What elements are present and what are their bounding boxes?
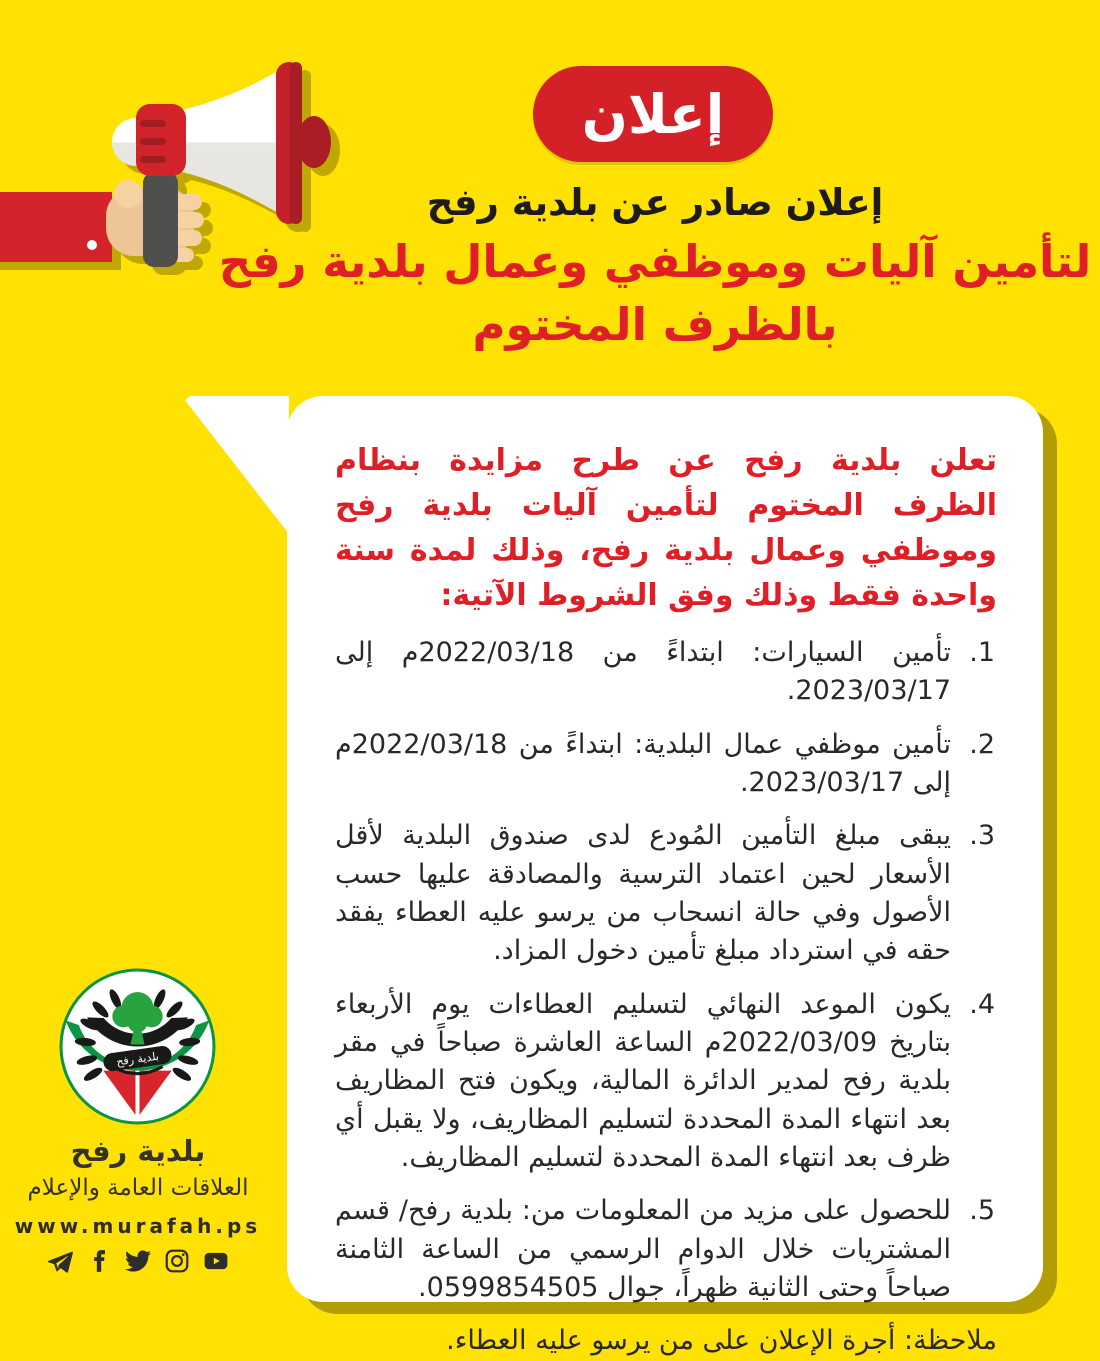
list-item-5 (335, 1192, 997, 1307)
telegram-icon (47, 1248, 73, 1274)
footer-block (0, 1134, 276, 1274)
item-number: 1. (969, 637, 995, 668)
item-text: يبقى مبلغ التأمين المُودع لدى صندوق البلدية لأقل الأسعار لحين اعتماد الترسية والمصادقة عليها حسب الأصول وفي حالة انسحاب من يرسو عليه العطاء يفقد حقه في استرداد مبلغ تأمين دخول المزاد. (335, 820, 951, 967)
list-item-1 (335, 634, 997, 711)
item-text: للحصول على مزيد من المعلومات من: بلدية رفح/ قسم المشتريات خلال الدوام الرسمي من الساعة الثامنة صباحاً وحتى الثانية ظهراً، جوال 0599854505. (335, 1195, 951, 1303)
website-url: www.murafah.ps (14, 1214, 262, 1239)
intro-paragraph: تعلن بلدية رفح عن طرح مزايدة بنظام الظرف المختوم لتأمين آليات بلدية رفح وموظفي وعمال بلدية رفح، وذلك لمدة سنة واحدة فقط وذلك وفق الشروط الآتية: (335, 443, 997, 613)
instagram-icon (164, 1248, 190, 1274)
logo-banner-text: بلدية رفح (115, 1049, 160, 1069)
card-tail (185, 396, 289, 534)
social-icons-row (0, 1248, 276, 1274)
item-text: يكون الموعد النهائي لتسليم العطاءات يوم الأربعاء بتاريخ 2022/03/09م الساعة العاشرة صباحاً في مقر بلدية رفح لمدير الدائرة المالية، ويكون فتح المظاريف بعد انتهاء المدة المحددة لتسليم المظاريف، ولا يقبل أي ظرف بعد انتهاء المدة المحددة لتسليم المظاريف. (335, 988, 951, 1173)
badge-label: إعلان (581, 82, 725, 146)
header-title-2: بالظرف المختوم (472, 297, 838, 351)
list-item-2 (335, 726, 997, 803)
item-number: 3. (969, 820, 995, 852)
item-number: 2. (969, 728, 995, 760)
note-text: ملاحظة: أجرة الإعلان على من يرسو عليه العطاء. (446, 1325, 997, 1357)
header-subtitle: إعلان صادر عن بلدية رفح (426, 181, 884, 224)
item-text: تأمين موظفي عمال البلدية: ابتداءً من 2022/03/18م إلى 2023/03/17. (335, 728, 951, 798)
twitter-icon (125, 1248, 151, 1274)
list-item-4 (335, 986, 997, 1178)
header-title: لتأمين آليات وموظفي وعمال بلدية رفح (218, 235, 1092, 289)
item-number: 4. (969, 988, 995, 1020)
card-body (287, 396, 1043, 1357)
youtube-icon (203, 1248, 229, 1274)
facebook-icon (86, 1248, 112, 1274)
logo-dept-name: العلاقات العامة والإعلام (27, 1174, 249, 1201)
logo-org-name: بلدية رفح (70, 1134, 206, 1168)
item-text: تأمين السيارات: ابتداءً من 2022/03/18م إلى 2023/03/17. (335, 637, 951, 707)
municipality-logo (57, 966, 218, 1127)
list-item-3 (335, 817, 997, 970)
poster-header (210, 180, 1100, 359)
sleeve-shape (0, 192, 112, 262)
announcement-card (185, 396, 1043, 1357)
announcement-badge (533, 66, 773, 162)
item-number: 5. (969, 1195, 995, 1227)
